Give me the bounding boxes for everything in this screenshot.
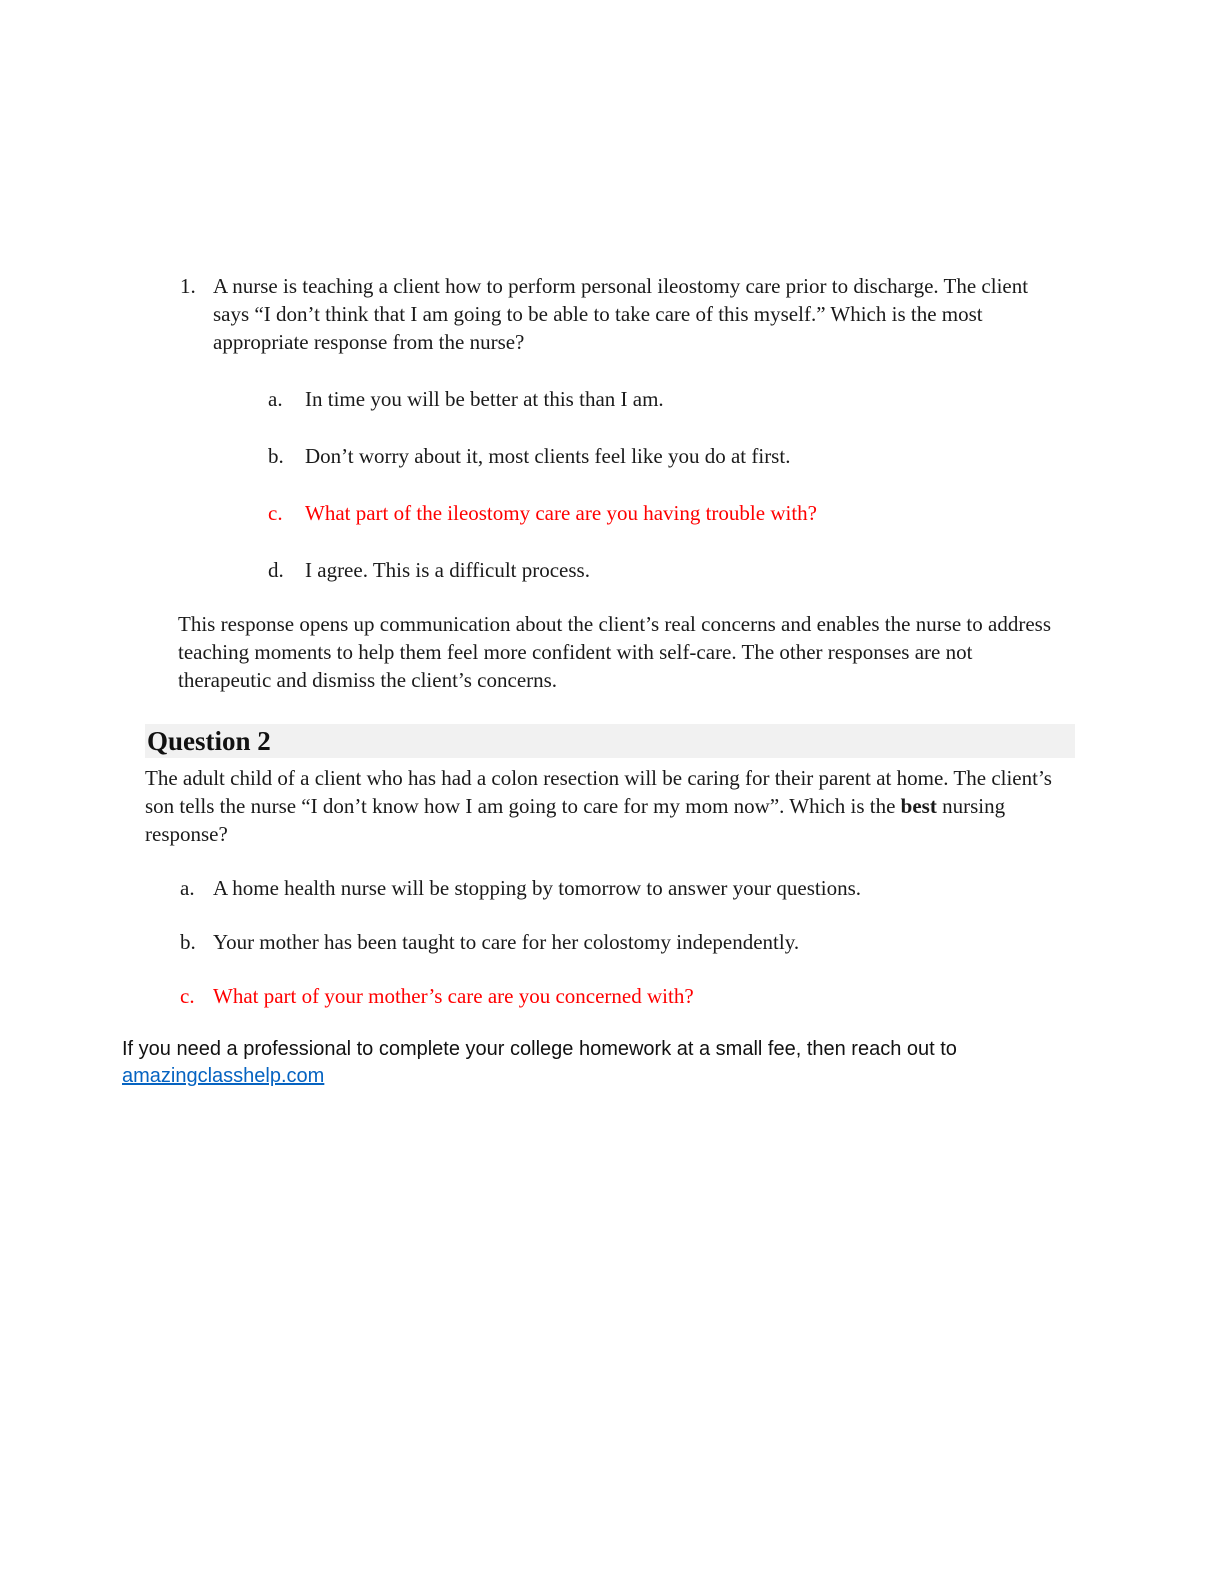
question-2-option-c-correct	[180, 982, 1060, 1010]
question-2-heading: Question 2	[145, 724, 1075, 758]
question-2-text	[145, 764, 1063, 848]
option-label: b.	[180, 930, 196, 954]
question-1-option-b	[268, 442, 1068, 470]
question-1-text: A nurse is teaching a client how to perform personal ileostomy care prior to discharge. The client says “I don’t think that I am going to be able to take care of this myself.” Which is the most appropriate response from the nurse?	[213, 274, 1029, 354]
question-2-option-b	[180, 928, 1060, 956]
option-text: I agree. This is a difficult process.	[305, 558, 590, 582]
question-1-option-a	[268, 385, 1068, 413]
option-text: In time you will be better at this than I am.	[305, 387, 664, 411]
footer-note	[122, 1036, 1022, 1090]
footer-link[interactable]: amazingclasshelp.com	[122, 1065, 325, 1087]
question-1-number: 1.	[180, 274, 196, 298]
option-label: d.	[268, 558, 284, 582]
option-label: a.	[180, 876, 195, 900]
option-text: Don’t worry about it, most clients feel like you do at first.	[305, 444, 791, 468]
question-2-bold-word: best	[900, 794, 937, 818]
question-2-options	[0, 874, 1224, 1010]
option-text-correct: What part of the ileostomy care are you having trouble with?	[305, 501, 817, 525]
option-text-correct: What part of your mother’s care are you concerned with?	[213, 984, 694, 1008]
question-1-option-d	[268, 556, 1068, 584]
question-1	[180, 272, 1050, 356]
option-label: c.	[180, 984, 195, 1008]
question-1-option-c-correct	[268, 499, 1068, 527]
option-label: a.	[268, 387, 283, 411]
option-label: b.	[268, 444, 284, 468]
option-text: A home health nurse will be stopping by tomorrow to answer your questions.	[213, 876, 861, 900]
question-2-text-part1: The adult child of a client who has had a colon resection will be caring for their parent at home. The client’s son tells the nurse “I don’t know how I am going to care for my mom now”. Which is the	[145, 766, 1052, 818]
question-1-rationale: This response opens up communication about the client’s real concerns and enables the nurse to address teaching moments to help them feel more confident with self-care. The other responses are not therapeutic and dismiss the client’s concerns.	[178, 612, 1051, 692]
option-text: Your mother has been taught to care for her colostomy independently.	[213, 930, 800, 954]
question-2-option-a	[180, 874, 1060, 902]
question-2-text-part2: nursing response?	[145, 794, 1006, 846]
question-1-options	[0, 385, 1224, 584]
option-label: c.	[268, 501, 283, 525]
footer-text: If you need a professional to complete your college homework at a small fee, then reach out to	[122, 1038, 957, 1060]
